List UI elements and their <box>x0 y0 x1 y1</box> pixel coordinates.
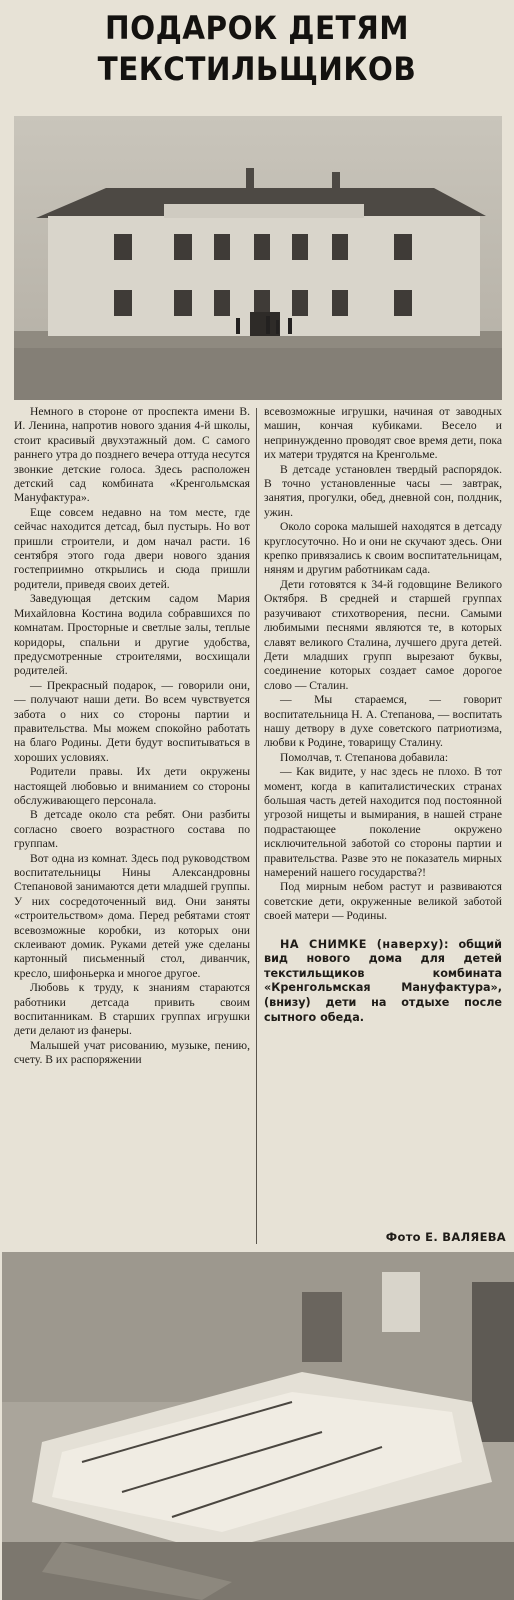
caption-lead: НА СНИМКЕ (наверху): <box>280 937 449 951</box>
paragraph: Около сорока малышей находятся в детсаду круглосуточно. Но и они не скучают здесь. Они крепко привязались к своим воспитательницам, няням и другим работникам сада. <box>264 520 502 577</box>
caption-text: общий вид нового дома для детей текстильщиков комбината «Кренгольмская Мануфактура», (внизу) дети на отдыхе после сытного обеда. <box>264 937 502 1024</box>
headline <box>21 8 494 90</box>
paragraph: Дети готовятся к 34-й годовщине Великого Октября. В средней и старшей группах разучивают стихотворения, песни. Самыми любимыми песнями являются те, в которых славят великого Сталина, лучшего друга детей. Дети младших групп вырезают буквы, соединение которых создает самое дорогое слово — Сталин. <box>264 577 502 692</box>
paragraph: Немного в стороне от проспекта имени В. И. Ленина, напротив нового здания 4-й школы, стоит красивый двухэтажный дом. С самого раннего утра до позднего вечера оттуда несутся звонкие детские голоса. Здесь расположен детский сад комбината «Кренгольмская Мануфактура». <box>14 405 250 505</box>
paragraph: Вот одна из комнат. Здесь под руководством воспитательницы Нины Александровны Степановой занимаются дети младшей группы. У них сосредоточенный вид. Они заняты «строительством» дома. Перед ребятами стоят всевозможные коробки, из которых они склеивают домик. Руками детей уже сделаны картонный письменный стол, диванчик, кресло, шифоньерка и многое другое. <box>14 851 250 980</box>
column-divider <box>256 408 257 1244</box>
paragraph: Еще совсем недавно на том месте, где сейчас находится детсад, был пустырь. Но вот пришли строители, и дом начал расти. 16 сентября этого года двери нового здания гостеприимно открылись и сюда пришли родители, приведя своих детей. <box>14 505 250 591</box>
paragraph: Родители правы. Их дети окружены настоящей любовью и вниманием со стороны обслуживающего персонала. <box>14 765 250 807</box>
paragraph: Помолчав, т. Степанова добавила: <box>280 750 449 764</box>
photo-credit: Фото Е. ВАЛЯЕВА <box>385 1230 506 1244</box>
paragraph: В детсаде около ста ребят. Они разбиты согласно своего возрастного состава по группам. <box>14 808 250 851</box>
paragraph: В детсаде установлен твердый распорядок. В точно установленные часы — завтрак, занятия, прогулки, обед, дневной сон, полдник, ужин. <box>264 462 502 519</box>
photo-caption <box>264 938 502 1026</box>
children-resting-photo <box>2 1252 514 1600</box>
paragraph: Под мирным небом растут и развиваются советские дети, окруженные великой заботой своей матери — Родины. <box>264 880 502 923</box>
paragraph: — Прекрасный подарок, — говорили они, — получают наши дети. Во всем чувствуется забота о них со стороны партии и правительства. Мы можем спокойно работать на благо Родины. Дети будут воспитываться в хороших условиях. <box>14 678 250 764</box>
paragraph: Заведующая детским садом Мария Михайловна Костина водила собравшихся по комнатам. Просторные и светлые залы, теплые коридоры, спальни и другие удобства, предусмотренные строителями, восхищали родителей. <box>14 592 250 678</box>
article-column-left <box>14 405 250 1243</box>
paragraph: всевозможные игрушки, начиная от заводных машин, кончая кубиками. Весело и непринужденно проводят свое время дети, пока их матери трудятся на Кренгольме. <box>264 405 502 462</box>
paragraph: — Мы стараемся, — говорит воспитательница Н. А. Степанова, — воспитать нашу детвору в духе советского патриотизма, любви к Родине, товарищу Сталину. <box>264 693 502 750</box>
headline-line-2: ТЕКСТИЛЬЩИКОВ <box>97 50 417 88</box>
paragraph: Малышей учат рисованию, музыке, пению, счету. В их распоряжении <box>14 1038 250 1067</box>
headline-line-1: ПОДАРОК ДЕТЯМ <box>105 9 409 47</box>
kindergarten-building-photo <box>14 116 502 400</box>
paragraph: — Как видите, у нас здесь не плохо. В тот момент, когда в капиталистических странах большая часть детей находится под постоянной угрозой нищеты и вымирания, в нашей стране подрастающее поколение окружено исключительной заботой со стороны партии и правительства. Разве это не показатель мирных намерений нашего государства?! <box>264 765 502 879</box>
article-column-right <box>264 405 502 1205</box>
paragraph: Любовь к труду, к знаниям стараются работники детсада привить своим воспитанникам. В старших группах игрушки дети делают из фанеры. <box>14 981 250 1038</box>
